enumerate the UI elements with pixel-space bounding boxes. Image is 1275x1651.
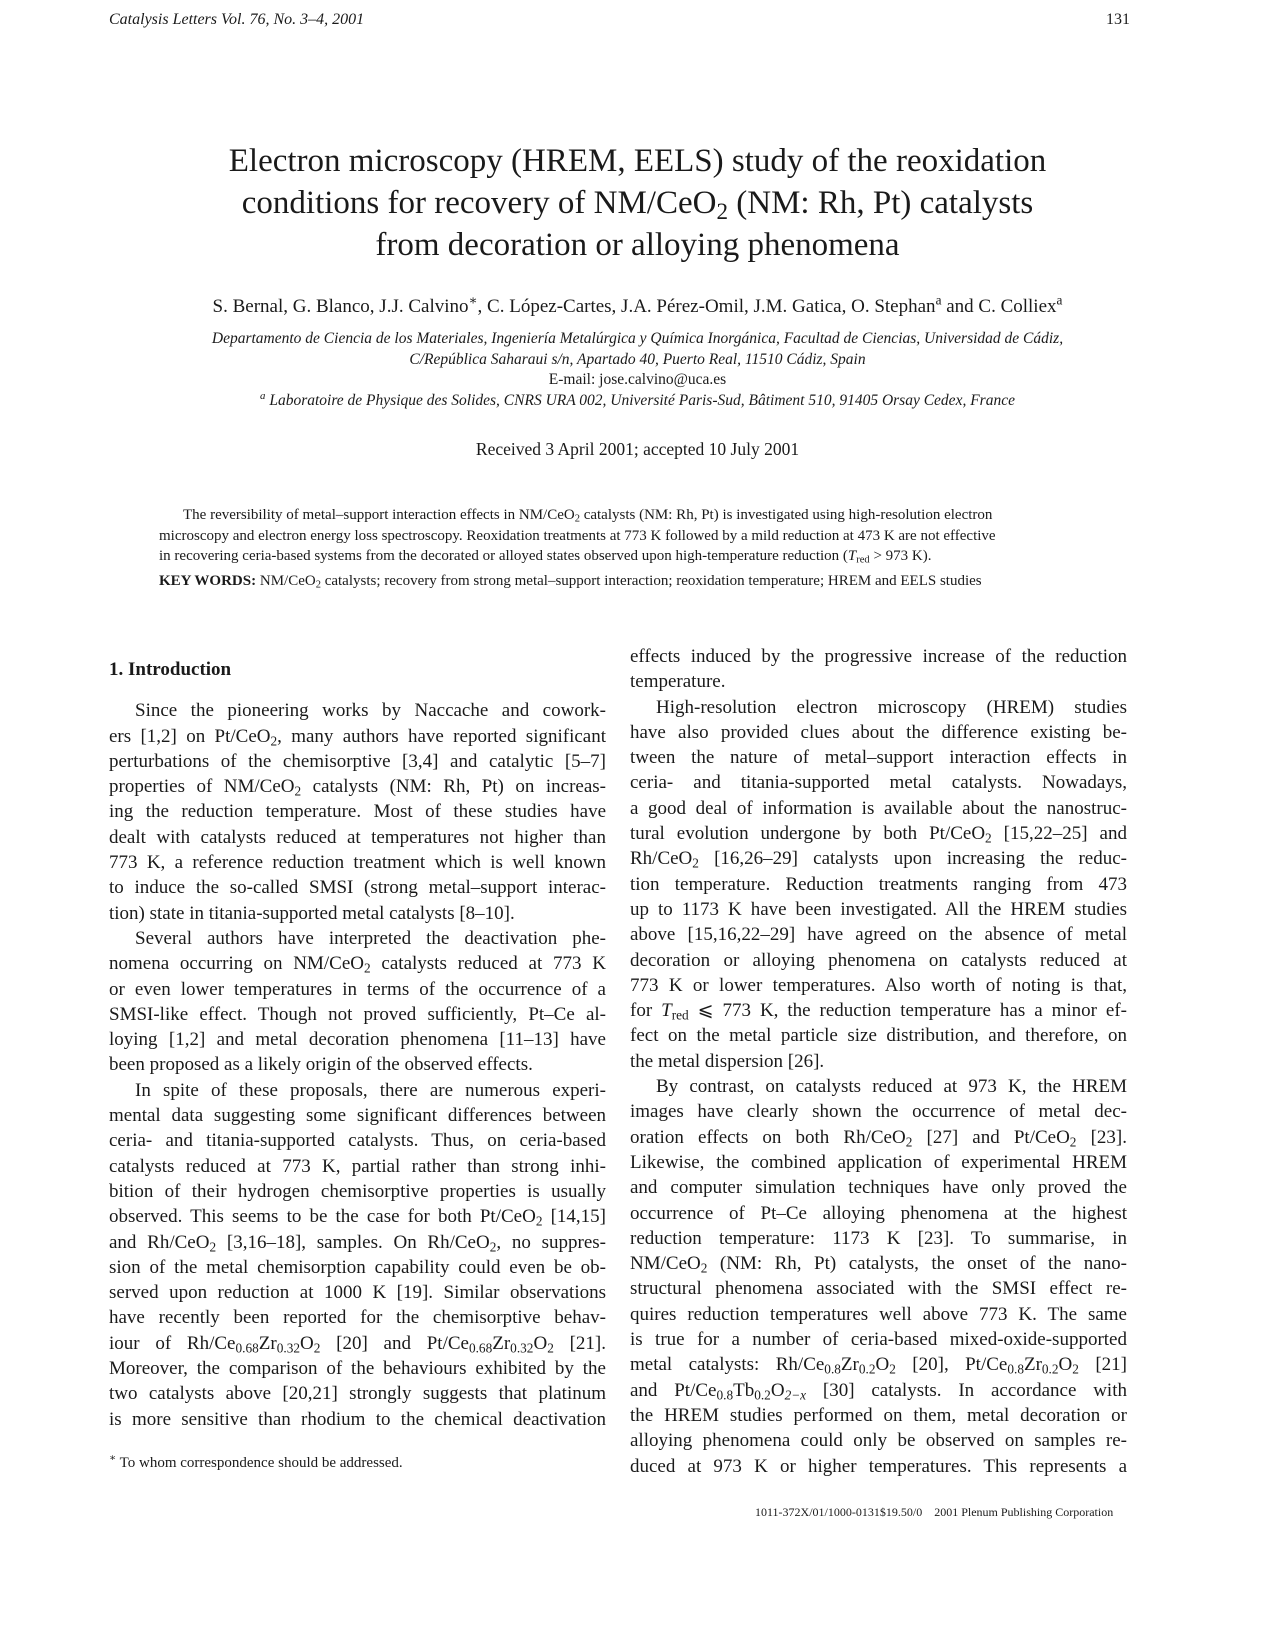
text-line: a good deal of information is available about the nanostruc- bbox=[630, 797, 1127, 819]
page-number: 131 bbox=[1106, 11, 1130, 28]
text-line: 773 K, a reference reduction treatment which is well known bbox=[109, 852, 606, 874]
author-list: S. Bernal, G. Blanco, J.J. Calvino∗, C. López-Cartes, J.A. Pérez-Omil, J.M. Gatica, O. Stephan$^a$ and C. Colliex$^a$ bbox=[212, 292, 1063, 317]
text-line: observed. This seems to be the case for both Pt/CeO$_2$ [14,15] bbox=[109, 1206, 606, 1229]
text-line: temperature. bbox=[630, 671, 726, 693]
text-line: and computer simulation techniques have only proved the bbox=[630, 1177, 1127, 1199]
text-line: or even lower temperatures in terms of the occurrence of a bbox=[109, 978, 606, 1000]
text-line: By contrast, on catalysts reduced at 973 K, the HREM bbox=[656, 1076, 1127, 1098]
keywords: KEY WORDS: NM/CeO$_2$ catalysts; recovery from strong metal–support interaction; reoxidation temperature; HREM and EELS studies bbox=[159, 573, 982, 591]
text-line: effects induced by the progressive increase of the reduction bbox=[630, 646, 1127, 667]
text-line: have also provided clues about the difference existing be- bbox=[630, 721, 1127, 743]
text-line: occurrence of Pt–Ce alloying phenomena at the highest bbox=[630, 1202, 1127, 1224]
text-line: the HREM studies performed on them, metal decoration or bbox=[630, 1404, 1127, 1426]
text-line: ceria- and titania-supported metal catalysts. Nowadays, bbox=[630, 772, 1127, 794]
text-line: two catalysts above [20,21] strongly suggests that platinum bbox=[109, 1383, 606, 1405]
text-line: Several authors have interpreted the deactivation phe- bbox=[135, 927, 606, 949]
text-line: Since the pioneering works by Naccache and cowork- bbox=[135, 700, 606, 722]
text-line: have recently been reported for the chemisorptive behav- bbox=[109, 1307, 606, 1329]
text-line: ing the reduction temperature. Most of these studies have bbox=[109, 801, 606, 823]
text-line: tion) state in titania-supported metal catalysts [8–10]. bbox=[109, 902, 515, 924]
text-line: perturbations of the chemisorptive [3,4] and catalytic [5–7] bbox=[109, 750, 606, 772]
text-line: ers [1,2] on Pt/CeO$_2$, many authors have reported significant bbox=[109, 725, 607, 748]
text-line: above [15,16,22–29] have agreed on the absence of metal bbox=[630, 924, 1127, 946]
text-line: is true for a number of ceria-based mixed-oxide-supported bbox=[630, 1329, 1127, 1351]
abstract-line: in recovering ceria-based systems from the decorated or alloyed states observed upon high-temperature reduction ($T_{red} > 973$ K). bbox=[159, 548, 932, 566]
text-line: dealt with catalysts reduced at temperatures not higher than bbox=[109, 826, 606, 848]
text-line: up to 1173 K have been investigated. All the HREM studies bbox=[630, 898, 1127, 920]
text-line: tion temperature. Reduction treatments ranging from 473 bbox=[630, 873, 1127, 895]
email-line: E-mail: jose.calvino@uca.es bbox=[548, 371, 727, 388]
text-line: and Rh/CeO$_2$ [3,16–18], samples. On Rh/CeO$_2$, no suppres- bbox=[109, 1231, 606, 1254]
text-line: ceria- and titania-supported catalysts. Thus, on ceria-based bbox=[109, 1130, 606, 1152]
right-column bbox=[630, 644, 1127, 1479]
affiliation-line: Departamento de Ciencia de los Materiales, Ingeniería Metalúrgica y Química Inorgánica, Facultad de Ciencias, Universidad de Cádiz, bbox=[211, 330, 1064, 347]
title-line-1: Electron microscopy (HREM, EELS) study of the reoxidation bbox=[228, 143, 1047, 179]
affiliations bbox=[100, 329, 1175, 411]
journal-citation: Catalysis Letters Vol. 76, No. 3–4, 2001 bbox=[109, 11, 365, 28]
text-line: catalysts reduced at 773 K, partial rather than strong inhi- bbox=[109, 1155, 606, 1177]
text-line: 773 K or lower temperatures. Also worth of noting is that, bbox=[630, 974, 1127, 996]
text-line: to induce the so-called SMSI (strong metal–support interac- bbox=[109, 877, 606, 899]
text-line: metal catalysts: $Rh/Ce_{0.8}Zr_{0.2}O_2$ [20], $Pt/Ce_{0.8}Zr_{0.2}O_2$ [21] bbox=[630, 1354, 1127, 1377]
copyright-footer: 1011-372X/01/1000-0131$19.50/0 2001 Plenum Publishing Corporation bbox=[755, 1505, 1114, 1519]
text-line: decoration or alloying phenomena on catalysts reduced at bbox=[630, 949, 1127, 971]
text-line: served upon reduction at 1000 K [19]. Similar observations bbox=[109, 1282, 606, 1304]
text-line: duced at 973 K or higher temperatures. This represents a bbox=[630, 1455, 1127, 1477]
text-line: for $T_{red}$ ⩽ 773 K, the reduction temperature has a minor ef- bbox=[630, 1000, 1127, 1023]
text-line: In spite of these proposals, there are numerous experi- bbox=[135, 1079, 606, 1101]
text-line: tural evolution undergone by both Pt/CeO$_2$ [15,22–25] and bbox=[630, 823, 1127, 846]
abstract bbox=[159, 505, 1083, 567]
text-line: been proposed as a likely origin of the observed effects. bbox=[109, 1054, 533, 1076]
paper-title bbox=[140, 140, 1135, 266]
text-line: tween the nature of metal–support interaction effects in bbox=[630, 747, 1127, 769]
affiliation-line: $^a$ Laboratoire de Physique des Solides, CNRS URA 002, Université Paris-Sud, Bâtiment 510, 91405 Orsay Cedex, France bbox=[260, 389, 1015, 409]
text-line: Likewise, the combined application of experimental HREM bbox=[630, 1151, 1127, 1173]
text-line: sion of the metal chemisorption capability could even be ob- bbox=[109, 1256, 606, 1278]
text-line: and $Pt/Ce_{0.8}Tb_{0.2}O_{2-x}$ [30] catalysts. In accordance with bbox=[630, 1379, 1127, 1402]
abstract-line: microscopy and electron energy loss spectroscopy. Reoxidation treatments at 773 K followed by a mild reduction at 473 K are not effective bbox=[159, 527, 996, 544]
text-line: quires reduction temperatures well above 773 K. The same bbox=[630, 1303, 1127, 1325]
text-line: iour of $Rh/Ce_{0.68}Zr_{0.32}O_2$ [20] and $Pt/Ce_{0.68}Zr_{0.32}O_2$ [21]. bbox=[109, 1332, 606, 1356]
text-line: bition of their hydrogen chemisorptive properties is usually bbox=[109, 1180, 606, 1202]
text-line: loying [1,2] and metal decoration phenomena [11–13] have bbox=[109, 1029, 606, 1051]
text-line: reduction temperature: 1173 K [23]. To summarise, in bbox=[630, 1227, 1127, 1249]
title-line-3: from decoration or alloying phenomena bbox=[375, 227, 900, 263]
footnote: ∗ To whom correspondence should be addressed. bbox=[109, 1453, 403, 1471]
left-column bbox=[109, 657, 606, 1432]
text-line: structural phenomena associated with the SMSI effect re- bbox=[630, 1278, 1127, 1300]
text-line: the metal dispersion [26]. bbox=[630, 1050, 825, 1072]
text-line: SMSI-like effect. Though not proved sufficiently, Pt–Ce al- bbox=[109, 1003, 606, 1025]
text-line: mental data suggesting some significant differences between bbox=[109, 1105, 606, 1127]
text-line: properties of NM/CeO$_2$ catalysts (NM: Rh, Pt) on increas- bbox=[109, 776, 606, 799]
text-line: is more sensitive than rhodium to the chemical deactivation bbox=[109, 1408, 606, 1430]
section-heading: 1. Introduction bbox=[109, 659, 232, 680]
text-line: Rh/CeO$_2$ [16,26–29] catalysts upon increasing the reduc- bbox=[630, 848, 1127, 871]
text-line: fect on the metal particle size distribution, and therefore, on bbox=[630, 1025, 1127, 1047]
text-line: nomena occurring on NM/CeO$_2$ catalysts reduced at 773 K bbox=[109, 953, 607, 976]
abstract-line: The reversibility of metal–support interaction effects in NM/CeO$_2$ catalysts (NM: Rh, Pt) is investigated using high-resolution electron bbox=[183, 507, 993, 525]
text-line: images have clearly shown the occurrence of metal dec- bbox=[630, 1101, 1127, 1123]
text-line: NM/CeO$_2$ (NM: Rh, Pt) catalysts, the onset of the nano- bbox=[630, 1253, 1127, 1276]
received-dates: Received 3 April 2001; accepted 10 July 2001 bbox=[475, 439, 800, 459]
text-line: oration effects on both Rh/CeO$_2$ [27] and Pt/CeO$_2$ [23]. bbox=[630, 1126, 1127, 1149]
text-line: Moreover, the comparison of the behaviours exhibited by the bbox=[109, 1358, 606, 1380]
text-line: High-resolution electron microscopy (HREM) studies bbox=[656, 696, 1127, 718]
text-line: alloying phenomena could only be observed on samples re- bbox=[630, 1430, 1127, 1452]
affiliation-line: C/República Saharaui s/n, Apartado 40, Puerto Real, 11510 Cádiz, Spain bbox=[409, 350, 866, 368]
title-line-2: conditions for recovery of NM/CeO$_2$ (NM: Rh, Pt) catalysts bbox=[241, 185, 1034, 224]
